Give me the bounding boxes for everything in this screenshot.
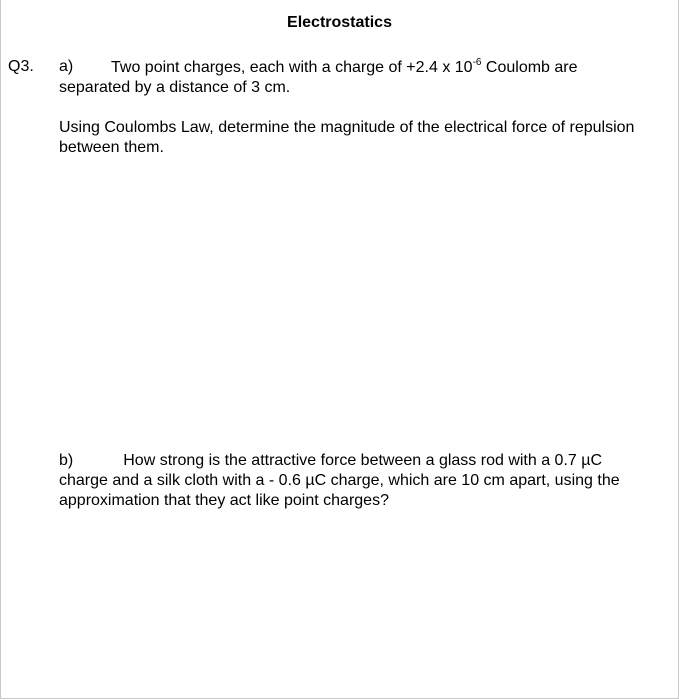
part-b-label: b): [59, 452, 74, 469]
page-title: Electrostatics: [287, 14, 392, 31]
part-b-paragraph: [59, 451, 649, 511]
part-a-instruction: Using Coulombs Law, determine the magnitude of the electrical force of repulsion between them.: [59, 119, 635, 156]
part-a-text-end: Coulomb are: [481, 59, 578, 76]
part-a-line2: separated by a distance of 3 cm.: [59, 79, 291, 96]
part-a-text: Two point charges, each with a charge of +2.4 x 10: [111, 59, 473, 76]
part-a-exponent: -6: [472, 57, 482, 68]
part-a-label: a): [59, 58, 74, 75]
part-a-line1: [111, 58, 651, 78]
question-number: Q3.: [8, 58, 34, 75]
part-b-text: How strong is the attractive force between a glass rod with a 0.7 µC charge and a silk cloth with a - 0.6 µC charge, which are 10 cm apart, using the approximation that they act like point charges?: [59, 452, 620, 509]
